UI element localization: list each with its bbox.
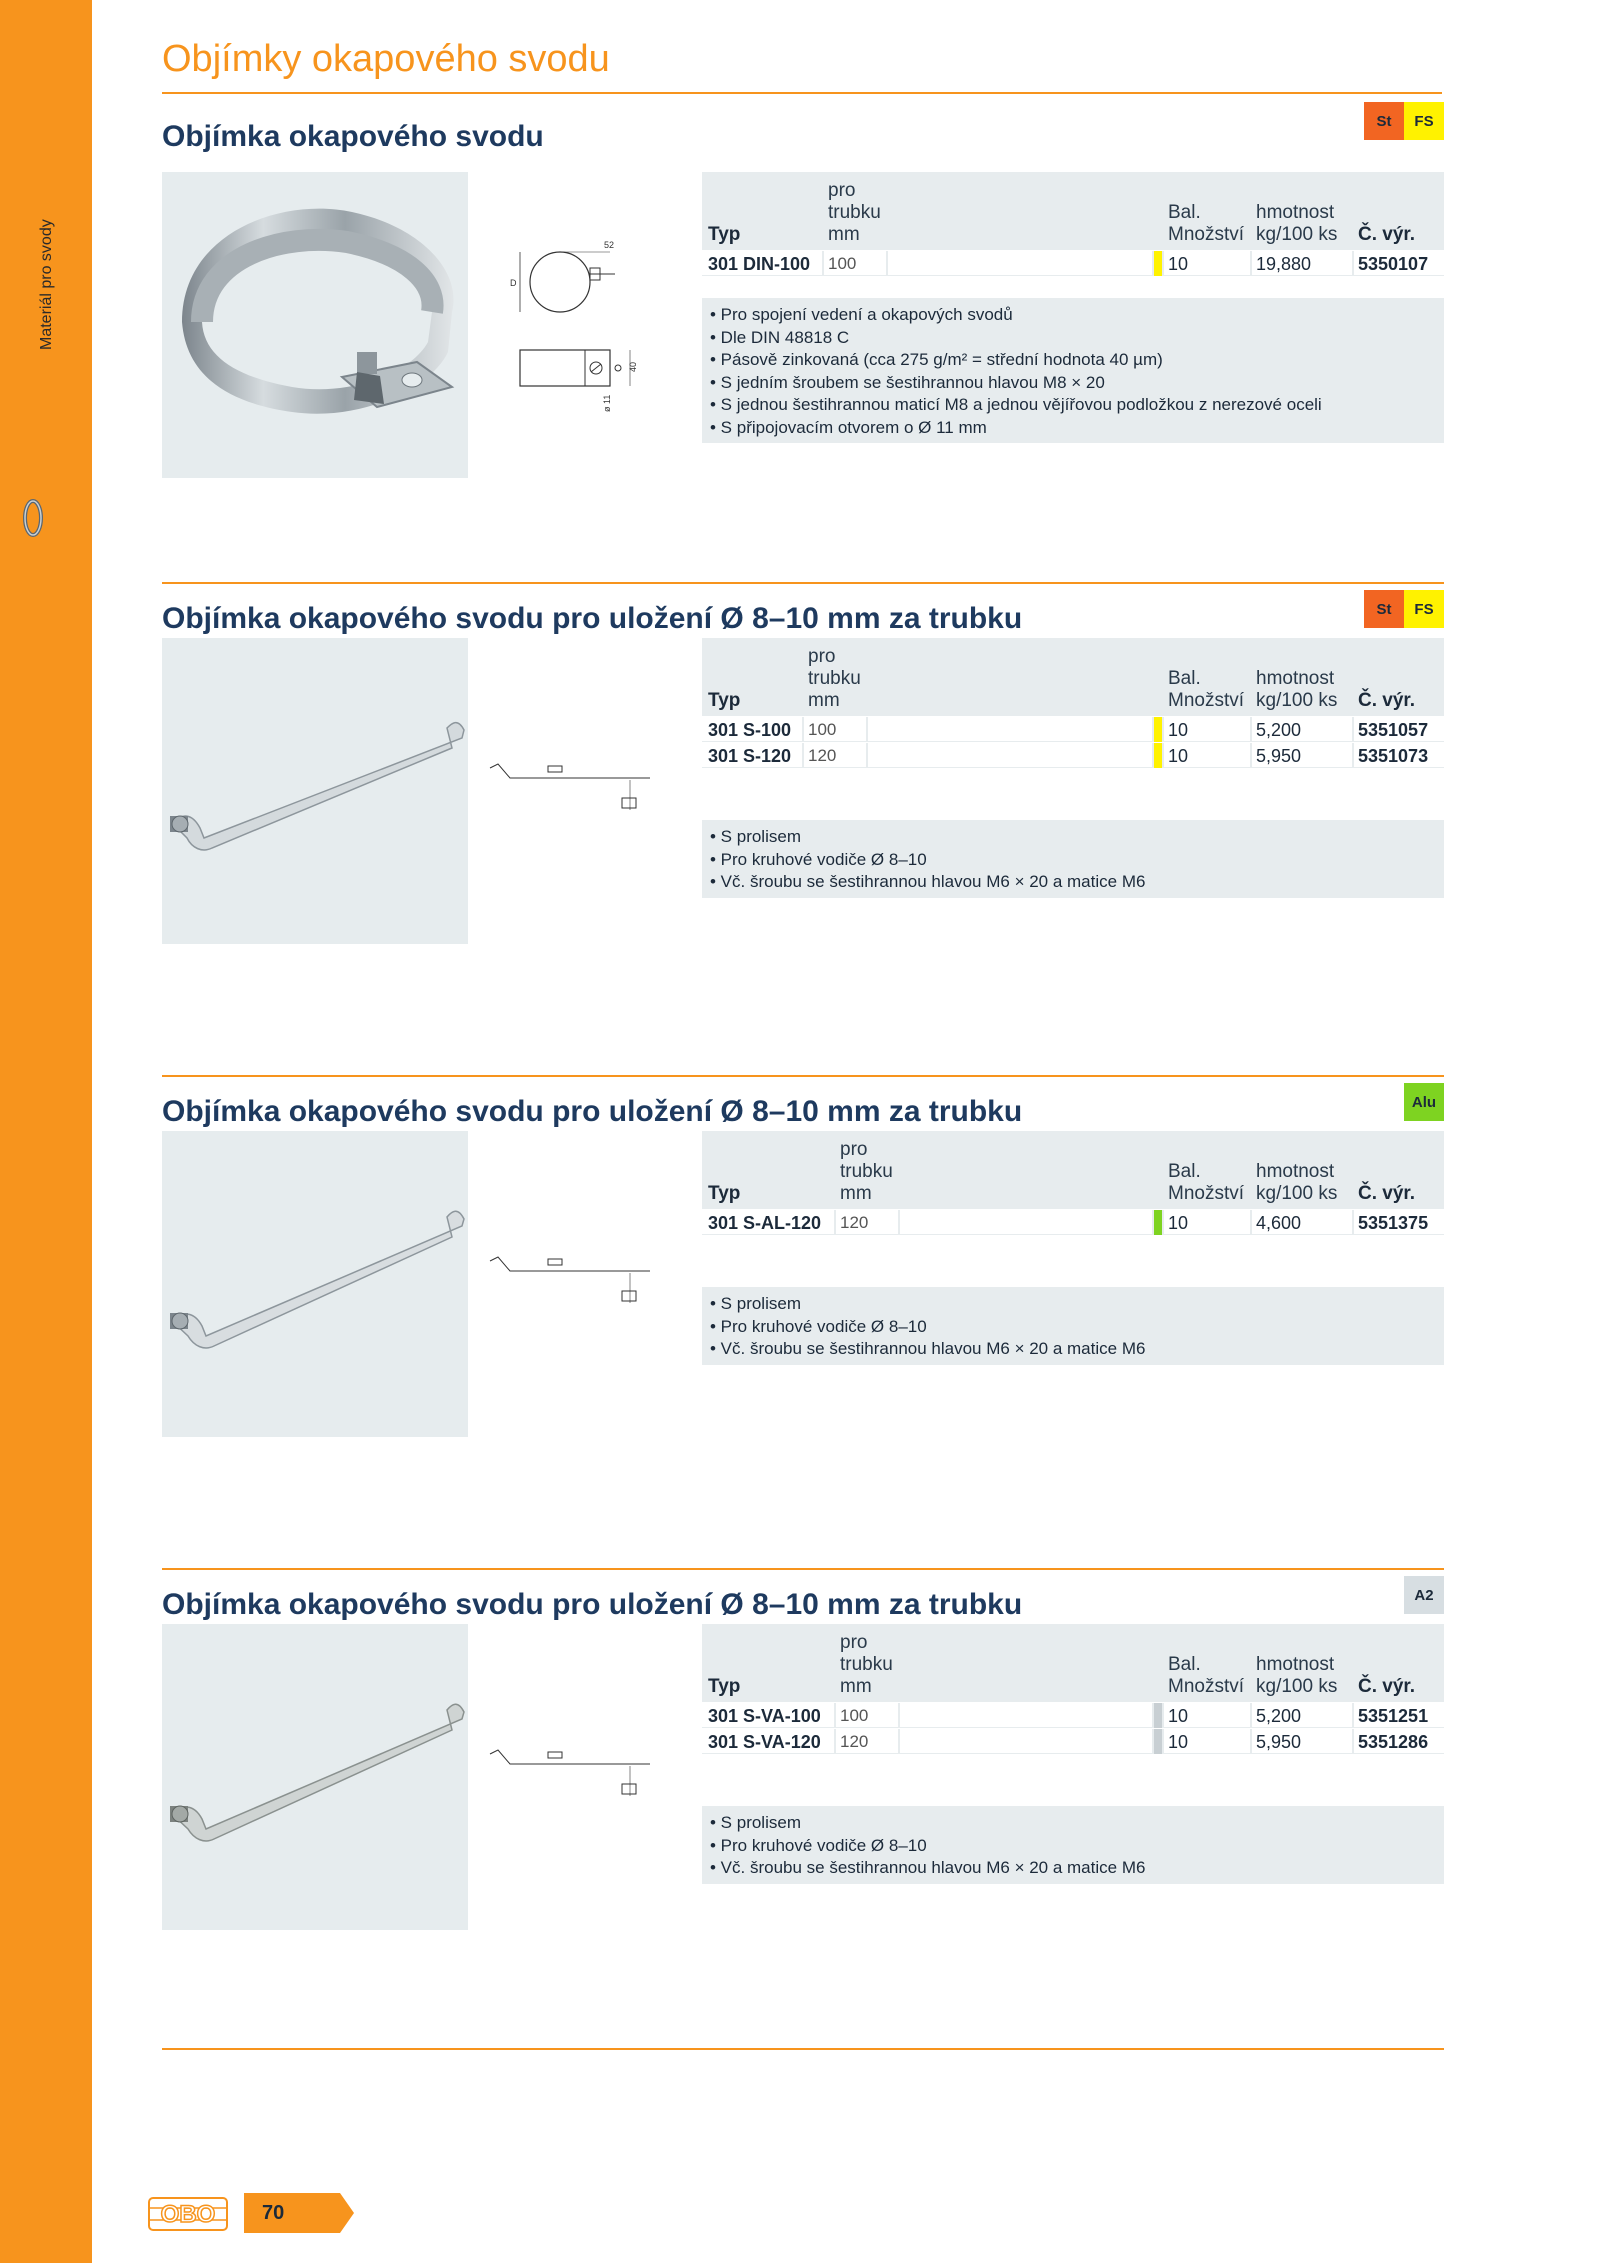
col-header-mnozstvi: Množství xyxy=(1168,224,1245,245)
cell-hmotnost: 5,200 xyxy=(1256,720,1302,740)
strap-clamp-photo xyxy=(162,1131,468,1437)
feature-item: • Vč. šroubu se šestihrannou hlavou M6 × 20 a matice M6 xyxy=(710,1339,1146,1358)
feature-list xyxy=(702,1287,1444,1365)
feature-item: • Pro spojení vedení a okapových svodů xyxy=(710,305,1013,324)
col-header-bal: Bal. xyxy=(1168,202,1201,223)
product-photo xyxy=(162,1131,468,1437)
material-badges xyxy=(1364,102,1444,140)
table-row xyxy=(702,716,1444,742)
feature-item: • Vč. šroubu se šestihrannou hlavou M6 × 20 a matice M6 xyxy=(710,1858,1146,1877)
col-header-bal: Bal. xyxy=(1168,1654,1201,1675)
cell-cislo-vyrobku: 5351286 xyxy=(1358,1732,1429,1752)
sidebar-label: Materiál pro svody xyxy=(38,219,55,350)
feature-item: • Pro kruhové vodiče Ø 8–10 xyxy=(710,1316,927,1336)
cell-bal: 10 xyxy=(1168,1706,1189,1726)
feature-item: • S jednou šestihrannou maticí M8 a jednou vějířovou podložkou z nerezové oceli xyxy=(710,395,1322,414)
col-header-hmotnost: hmotnost xyxy=(1256,202,1335,223)
feature-list xyxy=(702,1806,1444,1884)
col-header-cvyr: Č. výr. xyxy=(1358,1183,1416,1204)
cell-typ: 301 DIN-100 xyxy=(708,254,811,274)
cell-cislo-vyrobku: 5351375 xyxy=(1358,1213,1429,1233)
cell-bal: 10 xyxy=(1168,720,1189,740)
product-section-1 xyxy=(162,92,1444,582)
spec-table xyxy=(702,1131,1444,1235)
material-badge-fs: FS xyxy=(1404,102,1444,140)
col-header-cvyr: Č. výr. xyxy=(1358,690,1416,711)
cell-pro-trubku: 100 xyxy=(808,720,837,739)
logo-text: OBO xyxy=(160,2201,216,2228)
col-header-bal: Bal. xyxy=(1168,668,1201,689)
cell-cislo-vyrobku: 5351073 xyxy=(1358,746,1429,766)
feature-item: • S jedním šroubem se šestihrannou hlavou M8 × 20 xyxy=(710,372,1105,392)
col-header-mm: mm xyxy=(828,224,860,245)
cell-pro-trubku: 120 xyxy=(808,746,837,765)
feature-list xyxy=(702,298,1444,443)
col-header-typ: Typ xyxy=(708,1183,741,1204)
table-header xyxy=(702,1624,1444,1702)
dim-40-label: 40 xyxy=(628,361,638,372)
col-header-kg: kg/100 ks xyxy=(1256,224,1338,245)
section-title: Objímka okapového svodu xyxy=(162,120,544,153)
col-header-typ: Typ xyxy=(708,690,741,711)
col-header-trubku: trubku xyxy=(840,1654,893,1675)
feature-item: • Pro kruhové vodiče Ø 8–10 xyxy=(710,849,927,869)
section-title: Objímka okapového svodu pro uložení Ø 8–10 mm za trubku xyxy=(162,1588,1023,1621)
cell-pro-trubku: 100 xyxy=(840,1706,869,1725)
col-header-mm: mm xyxy=(840,1183,872,1204)
table-header xyxy=(702,638,1444,716)
table-row xyxy=(702,742,1444,768)
col-header-mm: mm xyxy=(840,1676,872,1697)
cell-typ: 301 S-AL-120 xyxy=(708,1213,822,1233)
table-header xyxy=(702,172,1444,250)
dim-hole-label: ø 11 xyxy=(602,394,612,412)
cell-pro-trubku: 100 xyxy=(828,254,857,273)
page-number: 70 xyxy=(262,2202,285,2224)
cell-pro-trubku: 120 xyxy=(840,1732,869,1751)
product-section-3 xyxy=(162,1075,1444,1565)
col-header-cvyr: Č. výr. xyxy=(1358,1676,1416,1697)
material-badges xyxy=(1364,590,1444,628)
strap-clamp-photo xyxy=(162,638,468,944)
col-header-bal: Bal. xyxy=(1168,1161,1201,1182)
cell-typ: 301 S-120 xyxy=(708,746,792,766)
feature-item: • Vč. šroubu se šestihrannou hlavou M6 × 20 a matice M6 xyxy=(710,872,1146,891)
page-title: Objímky okapového svodu xyxy=(162,38,610,80)
page-number-tab xyxy=(244,2193,354,2233)
feature-item: • Pásově zinkovaná (cca 275 g/m² = střední hodnota 40 µm) xyxy=(710,350,1163,369)
col-header-kg: kg/100 ks xyxy=(1256,1676,1338,1697)
spec-table xyxy=(702,172,1444,276)
col-header-pro: pro xyxy=(840,1139,868,1160)
col-header-kg: kg/100 ks xyxy=(1256,1183,1338,1204)
feature-item: • S prolisem xyxy=(710,1294,801,1313)
section-divider xyxy=(162,582,1444,584)
cell-bal: 10 xyxy=(1168,746,1189,766)
col-header-hmotnost: hmotnost xyxy=(1256,668,1335,689)
clamp-thumbnail-icon xyxy=(22,496,44,540)
section-title: Objímka okapového svodu pro uložení Ø 8–10 mm za trubku xyxy=(162,602,1023,635)
cell-bal: 10 xyxy=(1168,254,1189,274)
product-section-2 xyxy=(162,582,1444,1072)
col-header-mnozstvi: Množství xyxy=(1168,1183,1245,1204)
pipe-clamp-photo xyxy=(162,172,468,478)
table-row xyxy=(702,1209,1444,1235)
bottom-divider xyxy=(162,2048,1444,2050)
feature-item: • S prolisem xyxy=(710,827,801,846)
feature-item: • Pro kruhové vodiče Ø 8–10 xyxy=(710,1835,927,1855)
material-badge-st: St xyxy=(1364,590,1404,628)
material-color-bar xyxy=(1154,251,1162,276)
col-header-typ: Typ xyxy=(708,224,741,245)
table-header xyxy=(702,1131,1444,1209)
cell-bal: 10 xyxy=(1168,1732,1189,1752)
table-row xyxy=(702,1728,1444,1754)
cell-hmotnost: 19,880 xyxy=(1256,254,1312,274)
col-header-hmotnost: hmotnost xyxy=(1256,1161,1335,1182)
feature-item: • S prolisem xyxy=(710,1813,801,1832)
dim-52-label: 52 xyxy=(604,240,615,250)
section-divider xyxy=(162,1568,1444,1570)
col-header-trubku: trubku xyxy=(808,668,861,689)
material-badge-a2: A2 xyxy=(1404,1576,1444,1614)
spec-table xyxy=(702,1624,1444,1754)
product-photo xyxy=(162,172,468,478)
col-header-trubku: trubku xyxy=(828,202,881,223)
cell-cislo-vyrobku: 5351251 xyxy=(1358,1706,1429,1726)
cell-typ: 301 S-VA-120 xyxy=(708,1732,821,1752)
table-row xyxy=(702,1702,1444,1728)
material-badge-alu: Alu xyxy=(1404,1083,1444,1121)
feature-item: • S připojovacím otvorem o Ø 11 mm xyxy=(710,417,987,437)
material-badge-fs: FS xyxy=(1404,590,1444,628)
cell-typ: 301 S-VA-100 xyxy=(708,1706,821,1726)
table-row xyxy=(702,250,1444,276)
sidebar xyxy=(0,0,92,2263)
section-title: Objímka okapového svodu pro uložení Ø 8–10 mm za trubku xyxy=(162,1095,1023,1128)
cell-bal: 10 xyxy=(1168,1213,1189,1233)
feature-list xyxy=(702,820,1444,898)
obo-logo xyxy=(148,2197,228,2231)
material-color-bar xyxy=(1154,1729,1162,1754)
cell-pro-trubku: 120 xyxy=(840,1213,869,1232)
product-photo xyxy=(162,638,468,944)
dim-d-label: D xyxy=(510,278,517,288)
material-badges xyxy=(1404,1083,1444,1121)
material-color-bar xyxy=(1154,743,1162,768)
material-color-bar xyxy=(1154,717,1162,742)
product-section-4 xyxy=(162,1568,1444,2058)
strap-clamp-photo xyxy=(162,1624,468,1930)
material-badges xyxy=(1404,1576,1444,1614)
feature-item: • Dle DIN 48818 C xyxy=(710,327,850,347)
material-color-bar xyxy=(1154,1703,1162,1728)
product-photo xyxy=(162,1624,468,1930)
section-divider xyxy=(162,1075,1444,1077)
col-header-kg: kg/100 ks xyxy=(1256,690,1338,711)
col-header-pro: pro xyxy=(840,1632,868,1653)
col-header-pro: pro xyxy=(828,180,856,201)
col-header-mnozstvi: Množství xyxy=(1168,1676,1245,1697)
cell-hmotnost: 5,950 xyxy=(1256,1732,1302,1752)
col-header-pro: pro xyxy=(808,646,836,667)
col-header-trubku: trubku xyxy=(840,1161,893,1182)
cell-typ: 301 S-100 xyxy=(708,720,792,740)
col-header-hmotnost: hmotnost xyxy=(1256,1654,1335,1675)
col-header-typ: Typ xyxy=(708,1676,741,1697)
cell-cislo-vyrobku: 5351057 xyxy=(1358,720,1429,740)
material-color-bar xyxy=(1154,1210,1162,1235)
spec-table xyxy=(702,638,1444,768)
cell-cislo-vyrobku: 5350107 xyxy=(1358,254,1429,274)
cell-hmotnost: 4,600 xyxy=(1256,1213,1302,1233)
col-header-mm: mm xyxy=(808,690,840,711)
material-badge-st: St xyxy=(1364,102,1404,140)
col-header-cvyr: Č. výr. xyxy=(1358,224,1416,245)
col-header-mnozstvi: Množství xyxy=(1168,690,1245,711)
cell-hmotnost: 5,200 xyxy=(1256,1706,1302,1726)
cell-hmotnost: 5,950 xyxy=(1256,746,1302,766)
